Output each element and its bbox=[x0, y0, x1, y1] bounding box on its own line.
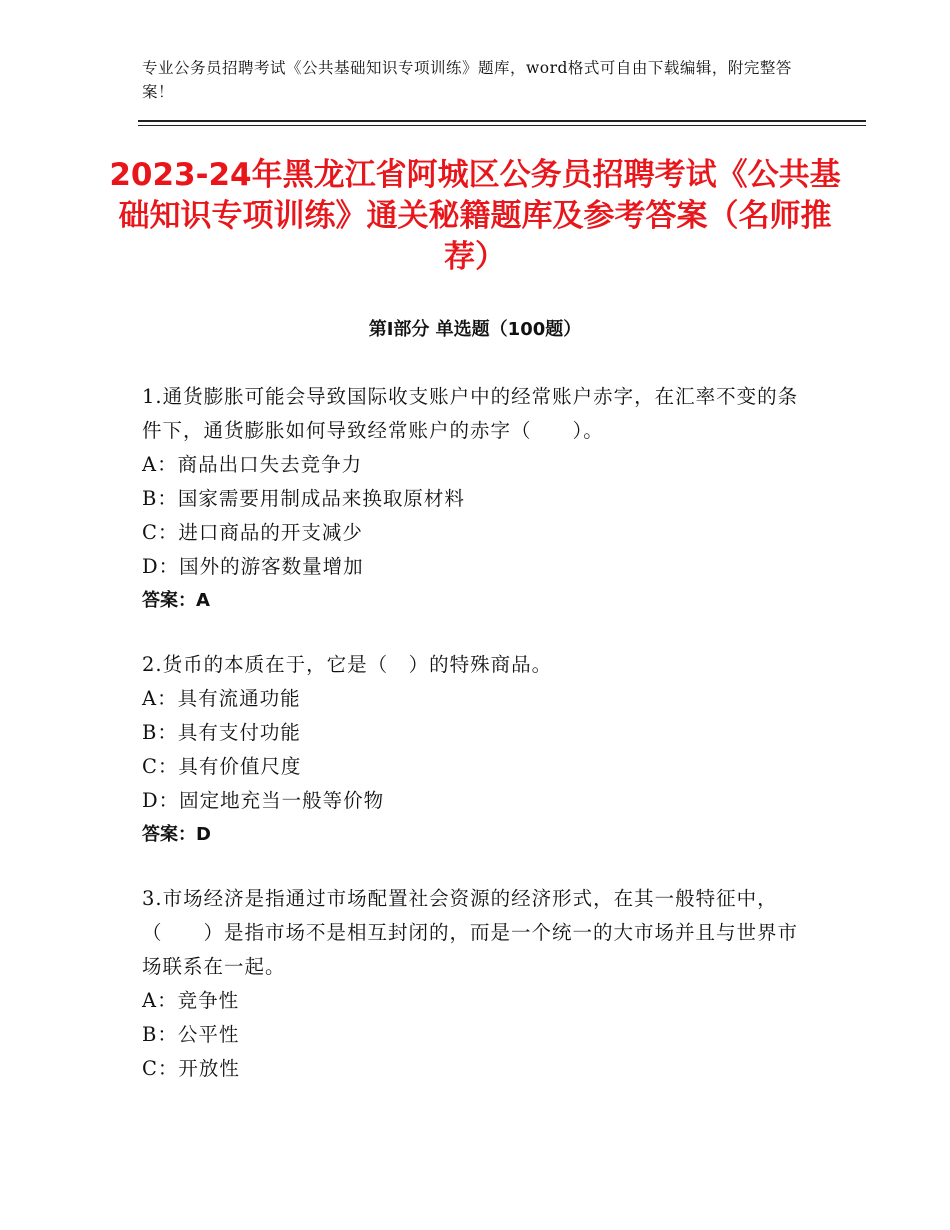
option-a: A：具有流通功能 bbox=[142, 687, 301, 710]
option-a: A：商品出口失去竞争力 bbox=[142, 453, 363, 476]
answer: 答案：A bbox=[142, 590, 210, 611]
option-b: B：国家需要用制成品来换取原材料 bbox=[142, 487, 465, 510]
header-note: 专业公务员招聘考试《公共基础知识专项训练》题库，word格式可自由下载编辑，附完整答案！ bbox=[142, 59, 792, 101]
option-b: B：具有支付功能 bbox=[142, 721, 301, 744]
header-rule-thin bbox=[138, 125, 866, 126]
question-stem: 2.货币的本质在于，它是（ ）的特殊商品。 bbox=[142, 653, 553, 676]
question-3 bbox=[142, 882, 807, 1086]
section-title: 第Ⅰ部分 单选题（100题） bbox=[368, 319, 582, 340]
option-c: C：开放性 bbox=[142, 1057, 240, 1080]
option-d: D：固定地充当一般等价物 bbox=[142, 789, 385, 812]
document-title: 2023-24年黑龙江省阿城区公务员招聘考试《公共基础知识专项训练》通关秘籍题库及参考答案（名师推荐） bbox=[109, 157, 841, 275]
question-1 bbox=[142, 380, 807, 618]
question-stem: 3.市场经济是指通过市场配置社会资源的经济形式，在其一般特征中，（ ）是指市场不是相互封闭的，而是一个统一的大市场并且与世界市场联系在一起。 bbox=[142, 887, 799, 978]
question-list bbox=[142, 380, 807, 1116]
option-c: C：进口商品的开支减少 bbox=[142, 521, 363, 544]
option-d: D：国外的游客数量增加 bbox=[142, 555, 364, 578]
question-stem: 1.通货膨胀可能会导致国际收支账户中的经常账户赤字，在汇率不变的条件下，通货膨胀如何导致经常账户的赤字（ ）。 bbox=[142, 385, 799, 442]
option-b: B：公平性 bbox=[142, 1023, 240, 1046]
option-a: A：竞争性 bbox=[142, 989, 240, 1012]
question-2 bbox=[142, 648, 807, 852]
answer: 答案：D bbox=[142, 824, 211, 845]
header-rule-thick bbox=[138, 120, 866, 122]
option-c: C：具有价值尺度 bbox=[142, 755, 302, 778]
